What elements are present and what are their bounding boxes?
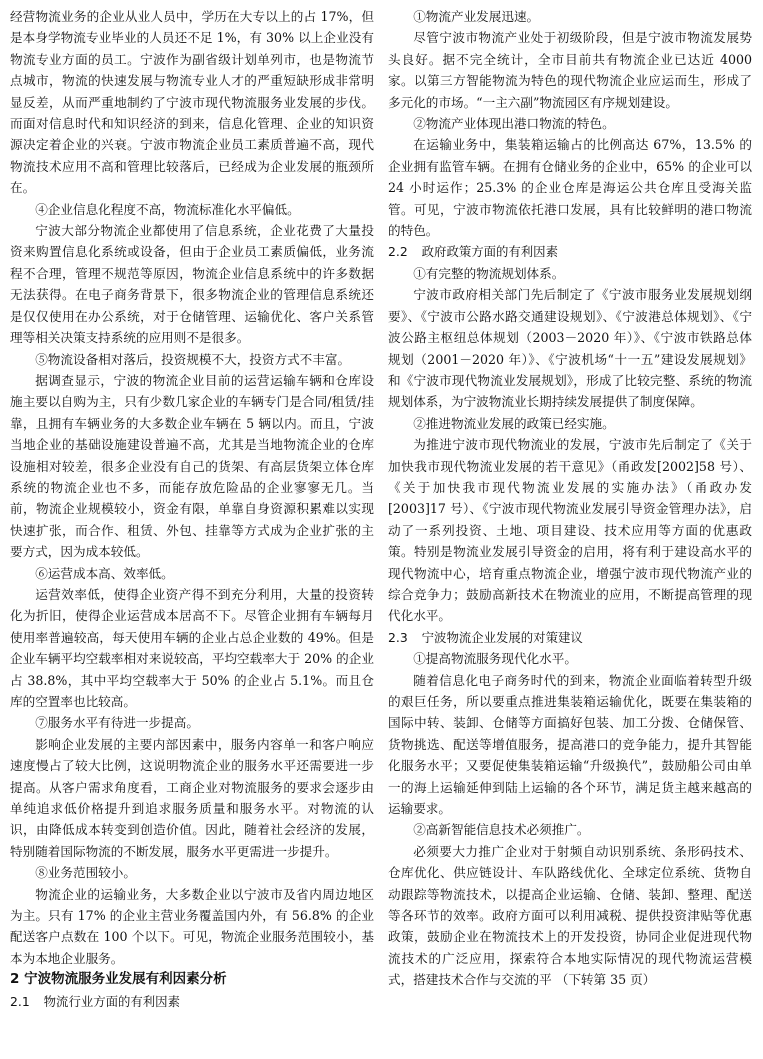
- suggestion-2-paragraph: 必须要大力推广企业对于射频自动识别系统、条形码技术、仓库优化、供应链设计、车队路线优化、全球定位系统、货物自动跟踪等物流技术，以提高企业运输、仓储、装卸、整理、配送等各环节的效率。政府方面可以利用减税、提供投资津贴等优惠政策，鼓励企业在物流技术上的开发投资，协同企业促进现代物流技术的广泛应用，探索符合本地实际情况的现代物流运营模式，搭建技术合作与交流的平 （下转第 35 页）: [388, 843, 752, 988]
- intro-paragraph: 经营物流业务的企业从业人员中，学历在大专以上的占 17%，但是本身学物流专业毕业的人员还不足 1%，有 30% 以上企业没有物流专业方面的员工。宁波作为副省级计划单列市，也是物流节点城市，物流的快速发展与物流专业人才的严重短缺形成非常明显反差，从而严重地制约了宁波市现代物流服务业发展的步伐。而面对信息时代和知识经济的到来，信息化管理、企业的知识资源决定着企业的兴衰。宁波市物流企业员工素质普遍不高，现代物流技术应用不高和管理比较落后，已经成为企业发展的瓶颈所在。: [10, 9, 374, 196]
- industry-point-2-paragraph: 在运输业务中，集装箱运输占的比例高达 67%，13.5% 的企业拥有监管车辆。在拥有仓储业务的企业中，65% 的企业可以 24 小时运作；25.3% 的企业仓库是海运公共仓库且受海关监管。可见，宁波市物流依托港口发展，具有比较鲜明的港口物流的特色。: [388, 137, 752, 239]
- point-8-heading: ⑧业务范围较小。: [35, 865, 136, 881]
- industry-point-1-heading: ①物流产业发展迅速。: [413, 9, 540, 24]
- section-2-number: 2: [10, 971, 20, 988]
- industry-point-1-paragraph: 尽管宁波市物流产业处于初级阶段，但是宁波市物流发展势头良好。据不完全统计，全市目前共有物流企业已达近 4000 家。以第三方智能物流为特色的现代物流企业应运而生，形成了多元化的市场。“一主六副”物流园区有序规划建设。: [388, 30, 752, 110]
- point-7-paragraph: 影响企业发展的主要内部因素中，服务内容单一和客户响应速度慢占了较大比例，这说明物流企业的服务水平还需要进一步提高。从客户需求角度看，工商企业对物流服务的要求会逐步由单纯追求低价格提升到追求服务质量和服务水平。对物流的认识，由降低成本转变到创造价值。因此，随着社会经济的发展，特别随着国际物流的不断发展，服务水平更需进一步提升。: [10, 736, 374, 859]
- point-6-heading: ⑥运营成本高、效率低。: [35, 565, 174, 581]
- suggestion-1-heading: ①提高物流服务现代化水平。: [413, 651, 577, 667]
- section-2-1-title: 物流行业方面的有利因素: [43, 993, 180, 1009]
- point-7-heading: ⑦服务水平有待进一步提高。: [35, 715, 199, 731]
- section-2-heading: [10, 969, 374, 990]
- point-6-paragraph: 运营效率低，使得企业资产得不到充分利用，大量的投资转化为折旧，使得企业运营成本居高不下。尽管企业拥有车辆每月使用率普遍较高，每天使用车辆的企业占总企业数的 49%。但是企业车辆平均空载率相对来说较高，平均空载率大于 20% 的企业占 38.8%，其中平均空载率大于 50% 的企业占 5.1%。而且仓库的空置率也比较高。: [10, 586, 374, 709]
- right-column: [388, 6, 752, 1059]
- point-5-heading: ⑤物流设备相对落后，投资规模不大，投资方式不丰富。: [35, 351, 351, 367]
- point-8-paragraph: 物流企业的运输业务，大多数企业以宁波市及省内周边地区为主。只有 17% 的企业主营业务覆盖国内外，有 56.8% 的企业配送客户点数在 100 个以下。可见，物流企业服务范围较小，基本为本地企业服务。: [10, 886, 374, 966]
- section-2-3-number: 2.3: [388, 629, 408, 645]
- policy-point-1-paragraph: 宁波市政府相关部门先后制定了《宁波市服务业发展规划纲要》、《宁波市公路水路交通建设规划》、《宁波港总体规划》、《宁波公路主枢纽总体规划（2003－2020 年）》、《宁波市铁路总体规划（2001－2020 年）》、《宁波机场“十一五”建设发展规划》和《宁波市现代物流业发展规划》，形成了比较完整、系统的物流规划体系，为宁波物流业长期持续发展提供了制度保障。: [388, 287, 752, 410]
- section-2-2-number: 2.2: [388, 244, 408, 260]
- section-2-2-title: 政府政策方面的有利因素: [421, 244, 558, 260]
- point-5-paragraph: 据调查显示，宁波的物流企业目前的运营运输车辆和仓库设施主要以自购为主，只有少数几家企业的车辆专门是合同/租赁/挂靠，且拥有车辆业务的大多数企业车辆在 5 辆以内。而且，宁波当地企业的基础设施建设普遍不高，尤其是当地物流企业的仓库设施相对较差，很多企业没有自己的货架、有高层货架立体仓库系统的物流企业也不多，而能存放危险品的企业寥寥无几。当前，物流企业规模较小，资金有限，单靠自身资源积累难以实现快速扩张，而合作、租赁、外包、挂靠等方式成为企业扩张的主要方式，因为成本较低。: [10, 372, 374, 560]
- point-4-paragraph: 宁波大部分物流企业都使用了信息系统，企业花费了大量投资来购置信息化系统或设备，但由于企业员工素质偏低，业务流程不合理，管理不规范等原因，物流企业信息系统中的许多数据无法获得。在电子商务背景下，很多物流企业的管理信息系统还是仅仅使用在办公系统，对于仓储管理、运输优化、客户关系管理等相关决策支持系统的应用则不是很多。: [10, 223, 374, 346]
- section-2-1-heading: [10, 991, 374, 1012]
- policy-point-1-heading: ①有完整的物流规划体系。: [413, 265, 565, 281]
- point-4-heading: ④企业信息化程度不高，物流标准化水平偏低。: [35, 201, 300, 217]
- section-2-1-number: 2.1: [10, 993, 30, 1009]
- suggestion-1-paragraph: 随着信息化电子商务时代的到来，物流企业面临着转型升级的艰巨任务，所以要重点推进集装箱运输优化，既要在集装箱的国际中转、装卸、仓储等方面搞好包装、加工分拨、仓储保管、货物挑选、配送等增值服务，提高港口的竞争能力，提升其智能化服务水平；又要促使集装箱运输“升级换代”，鼓励船公司由单一的海上运输延伸到陆上运输的各个环节，满足货主越来越高的运输要求。: [388, 672, 752, 817]
- left-column: [10, 6, 374, 1059]
- section-2-3-heading: [388, 627, 752, 648]
- industry-point-2-heading: ②物流产业体现出港口物流的特色。: [413, 116, 615, 132]
- suggestion-2-heading: ②高新智能信息技术必须推广。: [413, 822, 590, 838]
- section-2-2-heading: [388, 241, 752, 262]
- section-2-3-title: 宁波物流企业发展的对策建议: [421, 629, 583, 645]
- policy-point-2-heading: ②推进物流业发展的政策已经实施。: [413, 415, 615, 431]
- section-2-title: 宁波物流服务业发展有利因素分析: [24, 971, 227, 988]
- policy-point-2-paragraph: 为推进宁波市现代物流业的发展，宁波市先后制定了《关于加快我市现代物流业发展的若干意见》（甬政发[2002]58 号）、《关于加快我市现代物流业发展的实施办法》（甬政办发[2003]17 号）、《宁波市现代物流业发展引导资金管理办法》，启动了一系列投资、土地、项目建设、技术应用等方面的优惠政策。特别是物流业发展引导资金的启用，将有利于建设高水平的现代物流中心，培育重点物流企业，增强宁波市现代物流产业的综合竞争力；鼓励高新技术在物流业的应用，不断提高管理的现代化水平。: [388, 437, 752, 624]
